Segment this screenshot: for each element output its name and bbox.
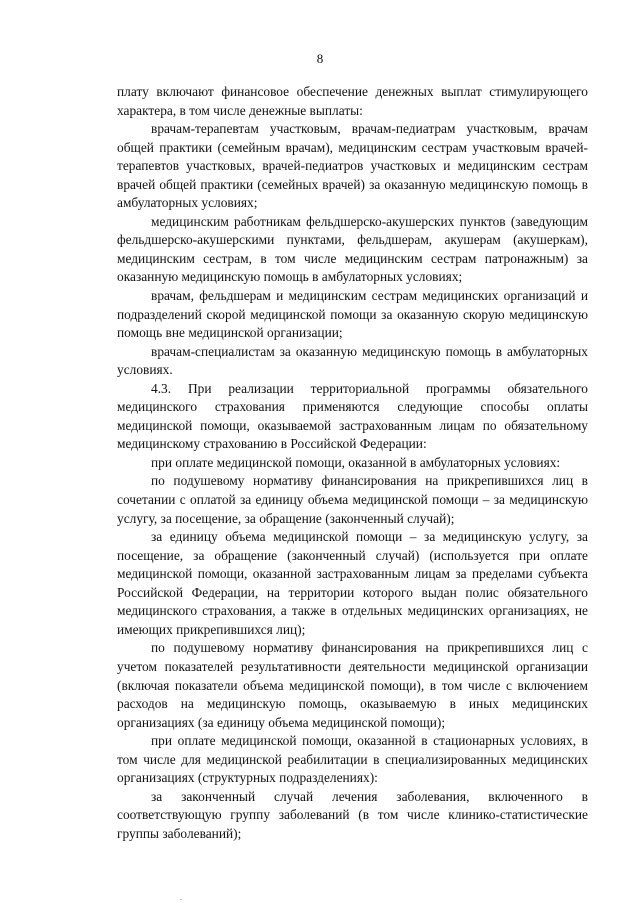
paragraph-intro: плату включают финансовое обеспечение денежных выплат стимулирующего характера, в том числе денежные выплаты: xyxy=(117,84,588,118)
paragraph-district-doctors: врачам-терапевтам участковым, врачам-педиатрам участковым, врачам общей практики (семейным врачам), медицинским сестрам участковым врачей-терапевтов участковых, врачей-педиатров участковых и медицинским сестрам врачей общей практики (семейных врачей) за оказанную медицинскую помощь в амбулаторных условиях; xyxy=(117,121,588,211)
paragraph-specialists: врачам-специалистам за оказанную медицинскую помощь в амбулаторных условиях. xyxy=(117,343,588,378)
scan-mark xyxy=(180,899,182,900)
paragraph-per-unit-volume: за единицу объема медицинской помощи – за медицинскую услугу, за посещение, за обращение (законченный случай) (используется при оплате медицинской помощи, оказанной застрахованным лицам за пределами субъекта Российской Федерации, на территории которого выдан полис обязательного медицинского страхования, а также в отдельных медицинских организациях, не имеющих прикрепившихся лиц); xyxy=(117,529,588,637)
paragraph-section-4-3: 4.3. При реализации территориальной программы обязательного медицинского страхования применяются следующие способы оплаты медицинской помощи, оказываемой застрахованным лицам по обязательному медицинскому страхованию в Российской Федерации: xyxy=(117,380,588,452)
paragraph-emergency-care: врачам, фельдшерам и медицинским сестрам медицинских организаций и подразделений скорой медицинской помощи за оказанную скорую медицинскую помощь вне медицинской организации; xyxy=(117,288,588,341)
paragraph-per-capita-combined: по подушевому нормативу финансирования на прикрепившихся лиц в сочетании с оплатой за единицу объема медицинской помощи – за медицинскую услугу, за посещение, за обращение (законченный случай); xyxy=(117,473,588,526)
paragraph-per-capita-performance: по подушевому нормативу финансирования на прикрепившихся лиц с учетом показателей результативности деятельности медицинской организации (включая показатели объема медицинской помощи), в том числе с включением расходов на медицинскую помощь, оказываемую в иных медицинских организациях (за единицу объема медицинской помощи); xyxy=(117,640,588,730)
paragraph-completed-case: за законченный случай лечения заболевания, включенного в соответствующую группу заболеваний (в том числе клинико-статистические группы заболеваний); xyxy=(117,788,588,841)
paragraph-outpatient-heading: при оплате медицинской помощи, оказанной в амбулаторных условиях: xyxy=(151,454,561,470)
paragraph-feldsher-stations: медицинским работникам фельдшерско-акушерских пунктов (заведующим фельдшерско-акушерскими пунктами, фельдшерам, акушерам (акушеркам), медицинским сестрам, в том числе медицинским сестрам патронажным) за оказанную медицинскую помощь в амбулаторных условиях; xyxy=(117,213,588,285)
paragraph-inpatient-heading: при оплате медицинской помощи, оказанной в стационарных условиях, в том числе для медицинской реабилитации в специализированных медицинских организациях (структурных подразделениях): xyxy=(117,733,588,786)
page-number: 8 xyxy=(316,51,324,66)
document-body xyxy=(117,83,588,843)
